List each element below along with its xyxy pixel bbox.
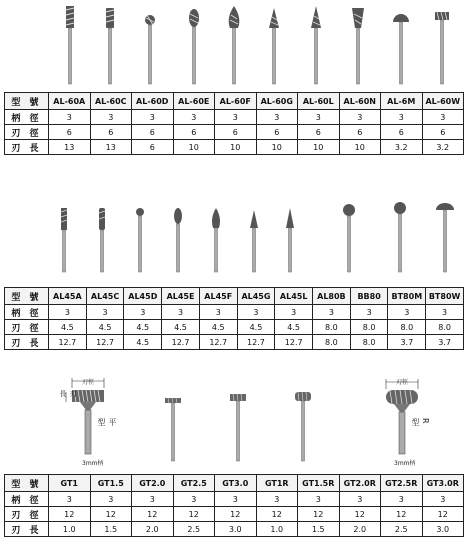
edge-len-cell: 3.0 [422, 522, 464, 537]
shank-cell: 3 [173, 110, 215, 125]
model-cell: AL-6M [381, 93, 423, 110]
model-cell: AL-60D [132, 93, 174, 110]
model-cell: BB80 [350, 288, 388, 305]
edge-len-cell: 2.5 [381, 522, 423, 537]
table-row-edge-len [5, 522, 464, 537]
edge-dia-cell: 12 [215, 507, 257, 522]
edge-len-cell: 1.0 [49, 522, 91, 537]
edge-len-cell: 6 [132, 140, 174, 155]
edge-dia-cell: 6 [215, 125, 257, 140]
model-cell: AL-60W [422, 93, 464, 110]
model-cell: AL80B [313, 288, 351, 305]
shank-cell: 3 [90, 492, 132, 507]
model-cell: AL-60F [215, 93, 257, 110]
shank-cell: 3 [162, 305, 200, 320]
row-label-edge-len: 刃 長 [5, 335, 49, 350]
shank-cell: 3 [422, 110, 464, 125]
shank-cell: 3 [426, 305, 464, 320]
edge-len-cell: 8.0 [313, 335, 351, 350]
shank-cell: 3 [86, 305, 124, 320]
model-cell: GT1.5 [90, 475, 132, 492]
edge-len-cell: 4.5 [124, 335, 162, 350]
edge-dia-cell: 12 [90, 507, 132, 522]
model-cell: AL45G [237, 288, 275, 305]
pointed-cone-bur-icon [286, 208, 294, 272]
shank-cell: 3 [298, 492, 340, 507]
dim-top-right: 刃徑 [396, 379, 409, 386]
wheel-bur-icon [386, 379, 418, 454]
edge-dia-cell: 4.5 [237, 320, 275, 335]
wheel-bur-icon [230, 394, 246, 461]
edge-len-cell: 3.7 [388, 335, 426, 350]
shank-cell: 3 [237, 305, 275, 320]
shank-note-left: 3mm柄 [82, 460, 104, 467]
edge-len-cell: 3.0 [215, 522, 257, 537]
edge-len-cell: 3.2 [422, 140, 464, 155]
edge-dia-cell: 4.5 [124, 320, 162, 335]
model-cell: AL45D [124, 288, 162, 305]
table-row-model [5, 93, 464, 110]
row-label-model: 型 號 [5, 475, 49, 492]
model-cell: AL45F [199, 288, 237, 305]
edge-dia-cell: 4.5 [86, 320, 124, 335]
shank-cell: 3 [313, 305, 351, 320]
shank-cell: 3 [388, 305, 426, 320]
row-label-edge-dia: 刃 徑 [5, 320, 49, 335]
edge-dia-cell: 4.5 [275, 320, 313, 335]
edge-dia-cell: 6 [422, 125, 464, 140]
model-cell: AL-60A [49, 93, 91, 110]
shank-cell: 3 [49, 492, 91, 507]
shank-cell: 3 [215, 110, 257, 125]
ball-bur-icon [343, 204, 355, 272]
edge-dia-cell: 6 [49, 125, 91, 140]
flame-bur-icon [229, 6, 240, 84]
edge-len-cell: 10 [173, 140, 215, 155]
table-row-edge-dia [5, 125, 464, 140]
pointed-cone-bur-icon [311, 6, 321, 84]
edge-dia-cell: 12 [173, 507, 215, 522]
tool-images-row-2 [0, 198, 470, 278]
model-cell: GT2.0 [132, 475, 174, 492]
model-cell: AL-60G [256, 93, 298, 110]
flame-bur-icon [212, 208, 220, 272]
shank-cell: 3 [173, 492, 215, 507]
edge-dia-cell: 12 [339, 507, 381, 522]
table-row-shank [5, 110, 464, 125]
shank-cell: 3 [132, 110, 174, 125]
edge-len-cell: 1.5 [90, 522, 132, 537]
edge-len-cell: 12.7 [275, 335, 313, 350]
table-row-model [5, 288, 464, 305]
shank-cell: 3 [381, 492, 423, 507]
model-cell: AL45C [86, 288, 124, 305]
model-cell: GT3.0 [215, 475, 257, 492]
edge-dia-cell: 8.0 [426, 320, 464, 335]
row-label-model: 型 號 [5, 288, 49, 305]
model-cell: GT2.5R [381, 475, 423, 492]
edge-len-cell: 10 [256, 140, 298, 155]
pointed-tree-bur-icon [269, 8, 279, 84]
row-label-shank: 柄 徑 [5, 492, 49, 507]
wheel-bur-icon [295, 392, 311, 461]
edge-len-cell: 12.7 [49, 335, 87, 350]
shank-cell: 3 [124, 305, 162, 320]
edge-len-cell: 12.7 [237, 335, 275, 350]
edge-len-cell: 1.5 [298, 522, 340, 537]
model-cell: AL-60E [173, 93, 215, 110]
shank-cell: 3 [90, 110, 132, 125]
edge-dia-cell: 12 [132, 507, 174, 522]
row-label-edge-len: 刃 長 [5, 140, 49, 155]
edge-dia-cell: 6 [298, 125, 340, 140]
edge-dia-cell: 12 [298, 507, 340, 522]
oval-bur-icon [189, 9, 199, 84]
shank-cell: 3 [381, 110, 423, 125]
shank-cell: 3 [256, 492, 298, 507]
table-row-edge-dia [5, 320, 464, 335]
ball-bur-icon [136, 208, 144, 272]
cylinder-bur-icon [66, 6, 74, 84]
table-row-edge-len [5, 140, 464, 155]
mushroom-bur-icon [393, 14, 409, 84]
edge-len-cell: 3.2 [381, 140, 423, 155]
model-cell: GT1.5R [298, 475, 340, 492]
edge-len-cell: 8.0 [350, 335, 388, 350]
oval-bur-icon [174, 208, 182, 272]
row-label-edge-len: 刃 長 [5, 522, 49, 537]
edge-len-cell: 10 [298, 140, 340, 155]
tool-images-row-1 [0, 0, 470, 90]
inverted-cone-bur-icon [352, 8, 364, 84]
shank-cell: 3 [275, 305, 313, 320]
row-label-edge-dia: 刃 徑 [5, 507, 49, 522]
cylinder-bur-icon [61, 208, 67, 272]
wheel-bur-icon [435, 12, 449, 84]
ball-bur-icon [394, 202, 406, 272]
model-cell: BT80W [426, 288, 464, 305]
edge-dia-cell: 12 [49, 507, 91, 522]
row-label-model: 型 號 [5, 93, 49, 110]
model-cell: AL-60N [339, 93, 381, 110]
shank-cell: 3 [215, 492, 257, 507]
dim-side-left: 刃長 [59, 390, 77, 397]
shank-cell: 3 [132, 492, 174, 507]
model-cell: AL-60L [298, 93, 340, 110]
mushroom-bur-icon [436, 203, 454, 272]
model-cell: GT2.0R [339, 475, 381, 492]
shank-cell: 3 [298, 110, 340, 125]
spec-table-3 [4, 474, 464, 537]
edge-len-cell: 12.7 [199, 335, 237, 350]
model-cell: AL45A [49, 288, 87, 305]
edge-dia-cell: 6 [381, 125, 423, 140]
edge-dia-cell: 12 [422, 507, 464, 522]
edge-len-cell: 12.7 [86, 335, 124, 350]
model-cell: GT1 [49, 475, 91, 492]
edge-dia-cell: 12 [381, 507, 423, 522]
edge-dia-cell: 4.5 [162, 320, 200, 335]
table-row-edge-dia [5, 507, 464, 522]
shank-cell: 3 [339, 110, 381, 125]
table-row-edge-len [5, 335, 464, 350]
model-cell: AL-60C [90, 93, 132, 110]
model-cell: GT3.0R [422, 475, 464, 492]
edge-len-cell: 10 [339, 140, 381, 155]
table-row-shank [5, 305, 464, 320]
spec-table-1 [4, 92, 464, 155]
edge-len-cell: 10 [215, 140, 257, 155]
row-label-shank: 柄 徑 [5, 305, 49, 320]
flat-type-label: 平型 [97, 418, 117, 426]
edge-dia-cell: 8.0 [350, 320, 388, 335]
shank-note-right: 3mm柄 [394, 460, 416, 467]
pointed-tree-bur-icon [250, 210, 258, 272]
edge-dia-cell: 12 [256, 507, 298, 522]
edge-dia-cell: 8.0 [313, 320, 351, 335]
edge-dia-cell: 6 [339, 125, 381, 140]
edge-len-cell: 2.5 [173, 522, 215, 537]
cylinder-end-cut-bur-icon [106, 8, 114, 84]
dim-top-left: 刃徑 [82, 379, 95, 386]
row-label-edge-dia: 刃 徑 [5, 125, 49, 140]
edge-len-cell: 13 [90, 140, 132, 155]
shank-cell: 3 [350, 305, 388, 320]
edge-len-cell: 3.7 [426, 335, 464, 350]
edge-dia-cell: 6 [173, 125, 215, 140]
wheel-bur-icon [165, 398, 181, 461]
shank-cell: 3 [199, 305, 237, 320]
edge-len-cell: 1.0 [256, 522, 298, 537]
edge-dia-cell: 4.5 [49, 320, 87, 335]
edge-dia-cell: 4.5 [199, 320, 237, 335]
shank-cell: 3 [339, 492, 381, 507]
shank-cell: 3 [422, 492, 464, 507]
cylinder-end-cut-bur-icon [99, 208, 105, 272]
edge-len-cell: 2.0 [132, 522, 174, 537]
ball-bur-icon [145, 15, 155, 84]
model-cell: AL45L [275, 288, 313, 305]
model-cell: AL45E [162, 288, 200, 305]
model-cell: GT1R [256, 475, 298, 492]
shank-cell: 3 [49, 305, 87, 320]
edge-len-cell: 12.7 [162, 335, 200, 350]
edge-dia-cell: 6 [256, 125, 298, 140]
edge-dia-cell: 6 [132, 125, 174, 140]
round-type-label: R型 [411, 418, 430, 426]
table-row-shank [5, 492, 464, 507]
spec-table-2 [4, 287, 464, 350]
shank-cell: 3 [256, 110, 298, 125]
row-label-shank: 柄 徑 [5, 110, 49, 125]
model-cell: GT2.5 [173, 475, 215, 492]
edge-len-cell: 13 [49, 140, 91, 155]
shank-cell: 3 [49, 110, 91, 125]
table-row-model [5, 475, 464, 492]
edge-len-cell: 2.0 [339, 522, 381, 537]
edge-dia-cell: 8.0 [388, 320, 426, 335]
model-cell: BT80M [388, 288, 426, 305]
edge-dia-cell: 6 [90, 125, 132, 140]
